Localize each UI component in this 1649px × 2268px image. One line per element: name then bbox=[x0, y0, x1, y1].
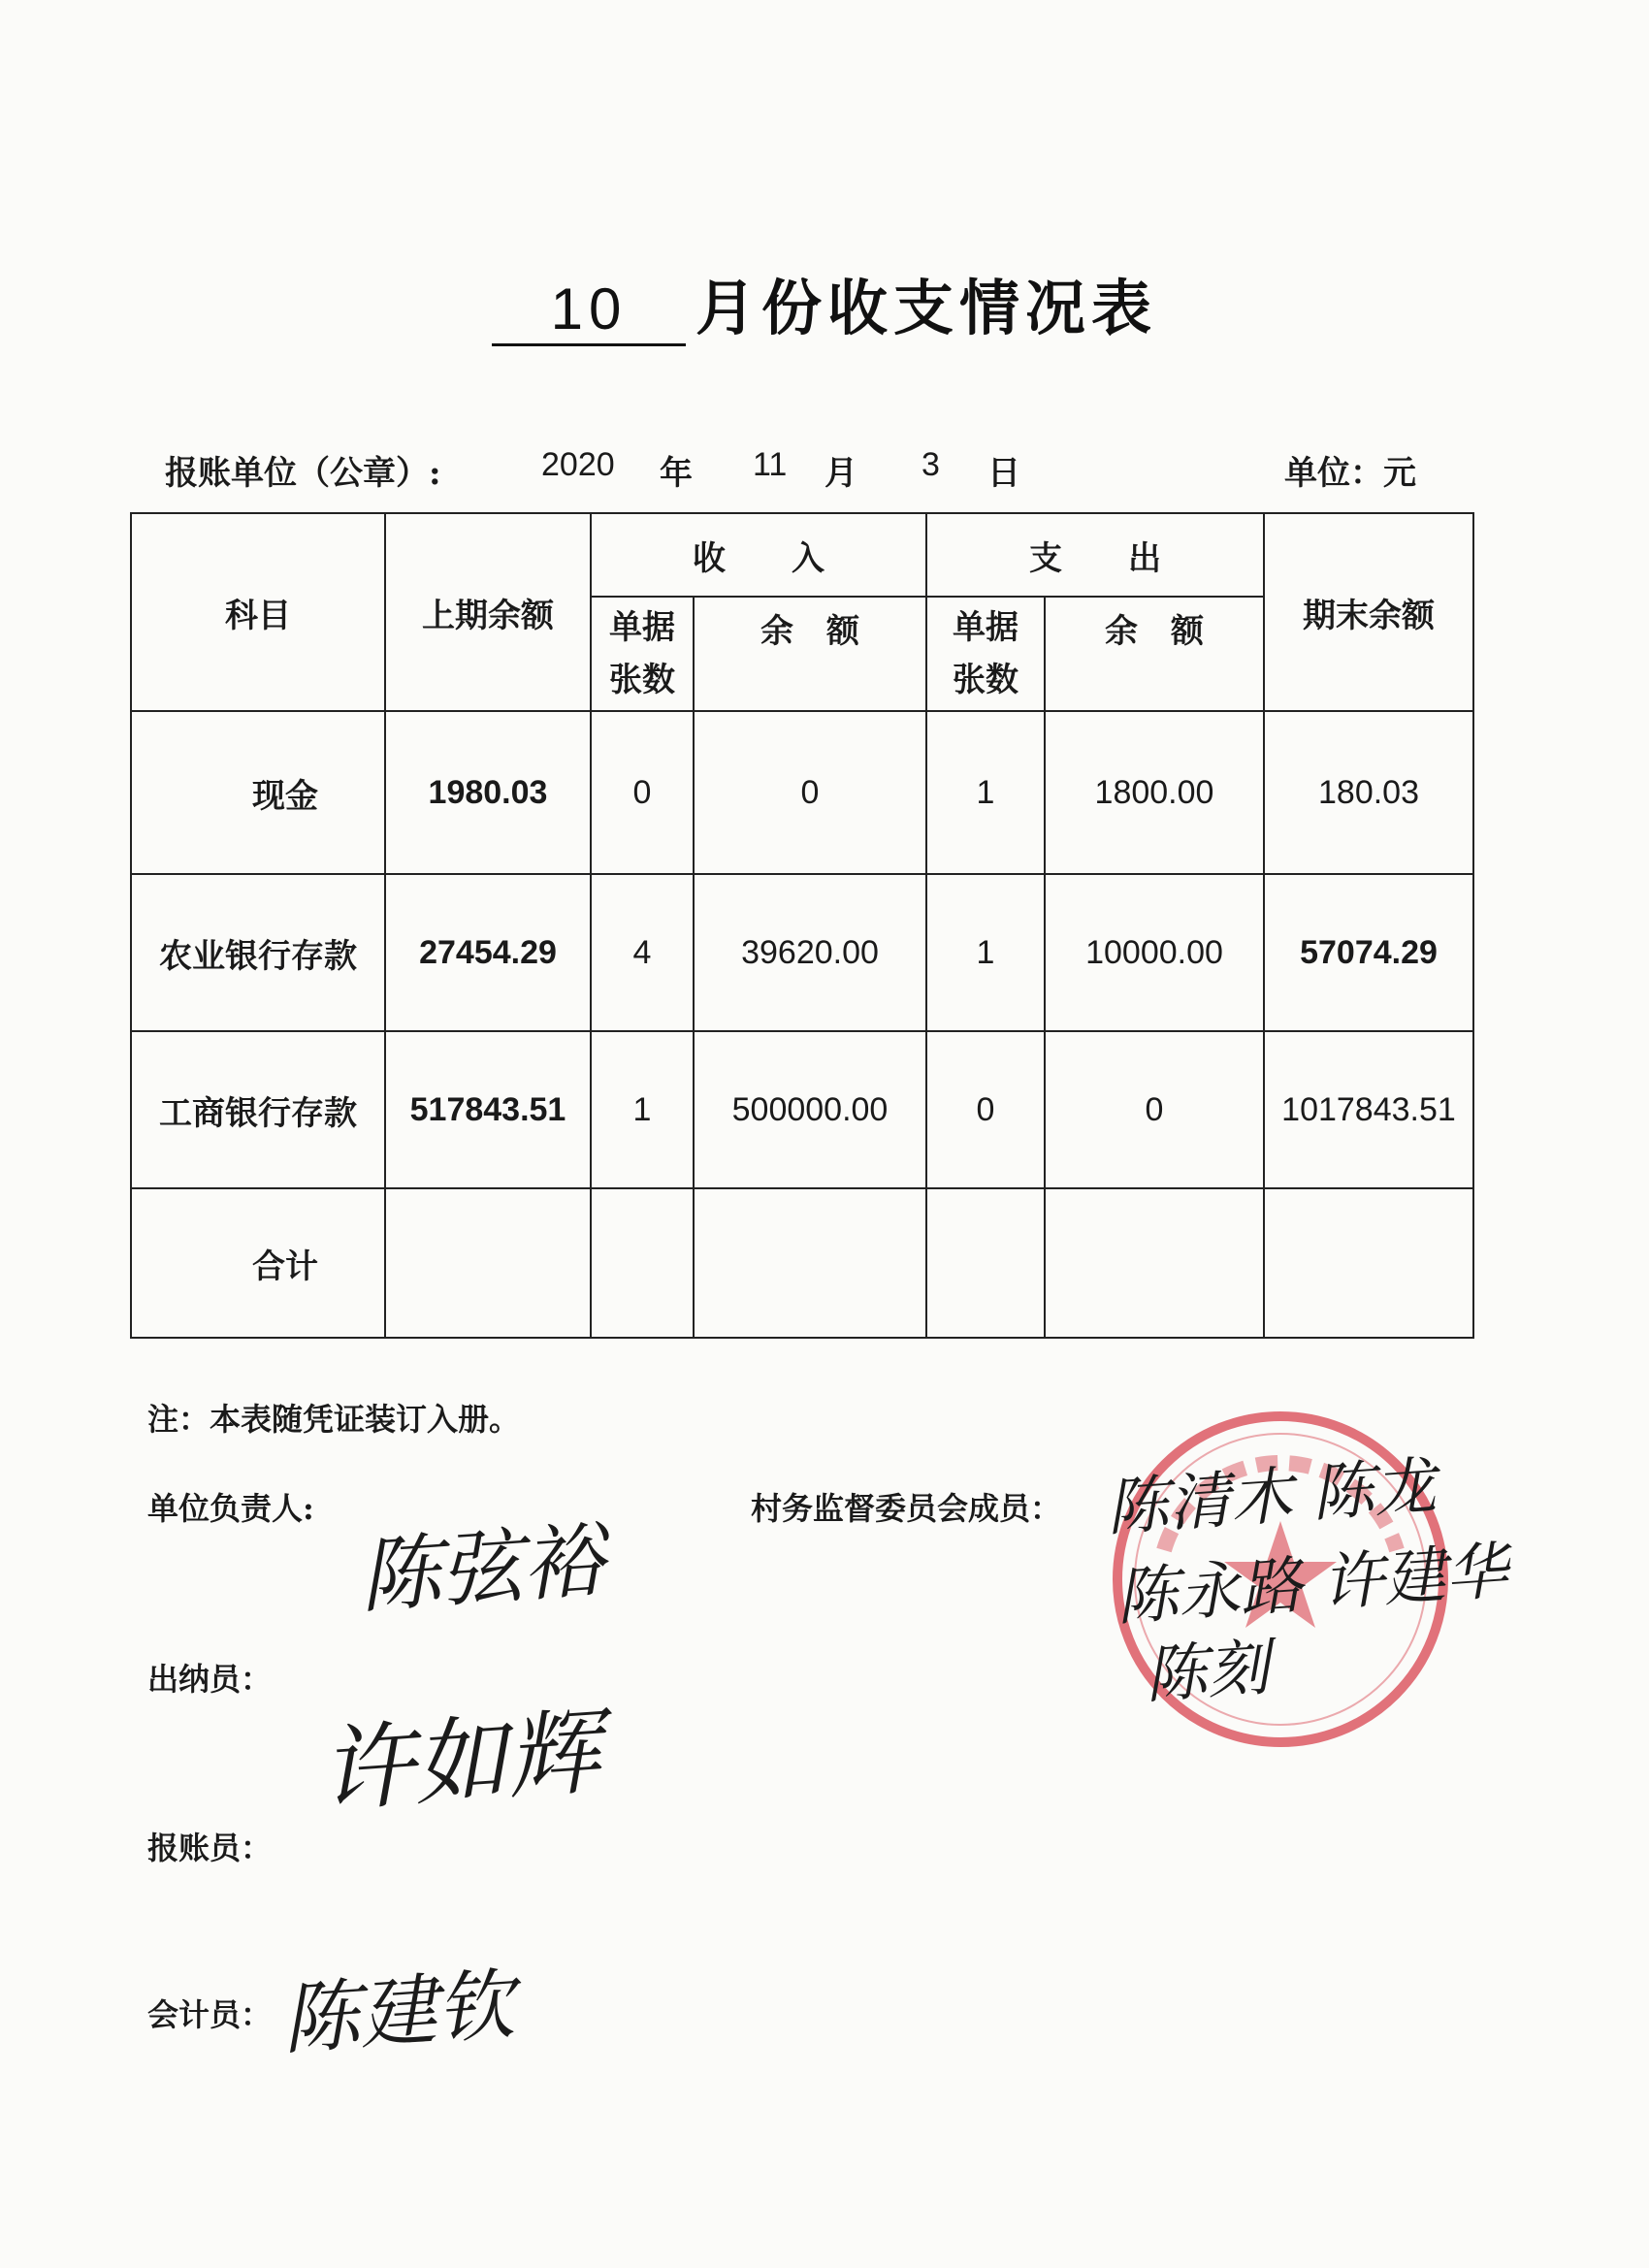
row-expense-count: 0 bbox=[926, 1031, 1045, 1188]
row-expense-amount: 0 bbox=[1045, 1031, 1264, 1188]
role-unit-head: 单位负责人: bbox=[147, 1490, 314, 1527]
header-expense-count bbox=[926, 597, 1045, 711]
row-subject: 农业银行存款 bbox=[131, 874, 385, 1031]
row-subject: 合计 bbox=[131, 1188, 385, 1338]
row-prev-balance: 517843.51 bbox=[385, 1031, 591, 1188]
row-prev-balance bbox=[385, 1188, 591, 1338]
row-income-count: 4 bbox=[591, 874, 694, 1031]
signature-unit-head: 陈弦裕 bbox=[356, 1512, 607, 1625]
signature-cashier: 许如辉 bbox=[316, 1698, 604, 1826]
row-expense-amount bbox=[1045, 1188, 1264, 1338]
row-prev-balance: 1980.03 bbox=[385, 711, 591, 874]
title-month: 10 bbox=[492, 275, 686, 346]
count-line-2: 张数 bbox=[953, 661, 1018, 699]
row-end-balance: 180.03 bbox=[1264, 711, 1473, 874]
role-committee: 村务监督委员会成员： bbox=[751, 1490, 1062, 1527]
row-expense-count: 1 bbox=[926, 874, 1045, 1031]
header-subject: 科目 bbox=[131, 513, 385, 711]
row-income-amount: 39620.00 bbox=[694, 874, 926, 1031]
count-line-1: 单据 bbox=[609, 608, 675, 647]
header-income-amount: 余 额 bbox=[694, 597, 926, 711]
header-info bbox=[165, 446, 1445, 495]
row-expense-count: 1 bbox=[926, 711, 1045, 874]
row-income-amount bbox=[694, 1188, 926, 1338]
row-income-amount: 0 bbox=[694, 711, 926, 874]
row-end-balance bbox=[1264, 1188, 1473, 1338]
row-prev-balance: 27454.29 bbox=[385, 874, 591, 1031]
header-income-count bbox=[591, 597, 694, 711]
signature-committee-2: 陈永路 许建华 bbox=[1114, 1535, 1510, 1635]
title-text: 月份收支情况表 bbox=[695, 273, 1157, 343]
signature-accountant: 陈建钦 bbox=[278, 1959, 518, 2066]
currency-unit: 单位：元 bbox=[1284, 454, 1416, 493]
row-expense-count bbox=[926, 1188, 1045, 1338]
table-row bbox=[131, 874, 1473, 1031]
row-end-balance: 57074.29 bbox=[1264, 874, 1473, 1031]
table-row bbox=[131, 711, 1473, 874]
date-month-char: 月 bbox=[824, 454, 857, 493]
page-title bbox=[0, 260, 1649, 346]
row-subject: 工商银行存款 bbox=[131, 1031, 385, 1188]
signature-committee-3: 陈刻 bbox=[1142, 1632, 1272, 1713]
table-row-total bbox=[131, 1188, 1473, 1338]
count-line-2: 张数 bbox=[609, 661, 675, 699]
role-accountant: 会计员： bbox=[147, 1996, 273, 2033]
header-row-1 bbox=[131, 513, 1473, 597]
header-income: 收 入 bbox=[591, 513, 926, 597]
date-month: 11 bbox=[753, 446, 788, 483]
row-income-count bbox=[591, 1188, 694, 1338]
header-expense-amount: 余 额 bbox=[1045, 597, 1264, 711]
row-income-amount: 500000.00 bbox=[694, 1031, 926, 1188]
header-prev-balance: 上期余额 bbox=[385, 513, 591, 711]
row-income-count: 0 bbox=[591, 711, 694, 874]
row-expense-amount: 10000.00 bbox=[1045, 874, 1264, 1031]
date-day: 3 bbox=[922, 446, 940, 483]
header-expense: 支 出 bbox=[926, 513, 1264, 597]
row-end-balance: 1017843.51 bbox=[1264, 1031, 1473, 1188]
role-cashier: 出纳员： bbox=[147, 1661, 273, 1698]
row-income-count: 1 bbox=[591, 1031, 694, 1188]
row-expense-amount: 1800.00 bbox=[1045, 711, 1264, 874]
date-day-char: 日 bbox=[987, 454, 1020, 493]
ledger-table bbox=[130, 512, 1474, 1339]
signature-committee-1: 陈清木 陈龙 bbox=[1104, 1450, 1439, 1545]
header-end-balance: 期末余额 bbox=[1264, 513, 1473, 711]
row-subject: 现金 bbox=[131, 711, 385, 874]
unit-label: 报账单位（公章）: bbox=[165, 454, 441, 493]
count-line-1: 单据 bbox=[953, 608, 1018, 647]
role-reporter: 报账员： bbox=[147, 1830, 273, 1866]
date-year-char: 年 bbox=[660, 454, 693, 493]
table-row bbox=[131, 1031, 1473, 1188]
footnote: 注：本表随凭证装订入册。 bbox=[147, 1401, 521, 1438]
date-year: 2020 bbox=[541, 446, 615, 483]
